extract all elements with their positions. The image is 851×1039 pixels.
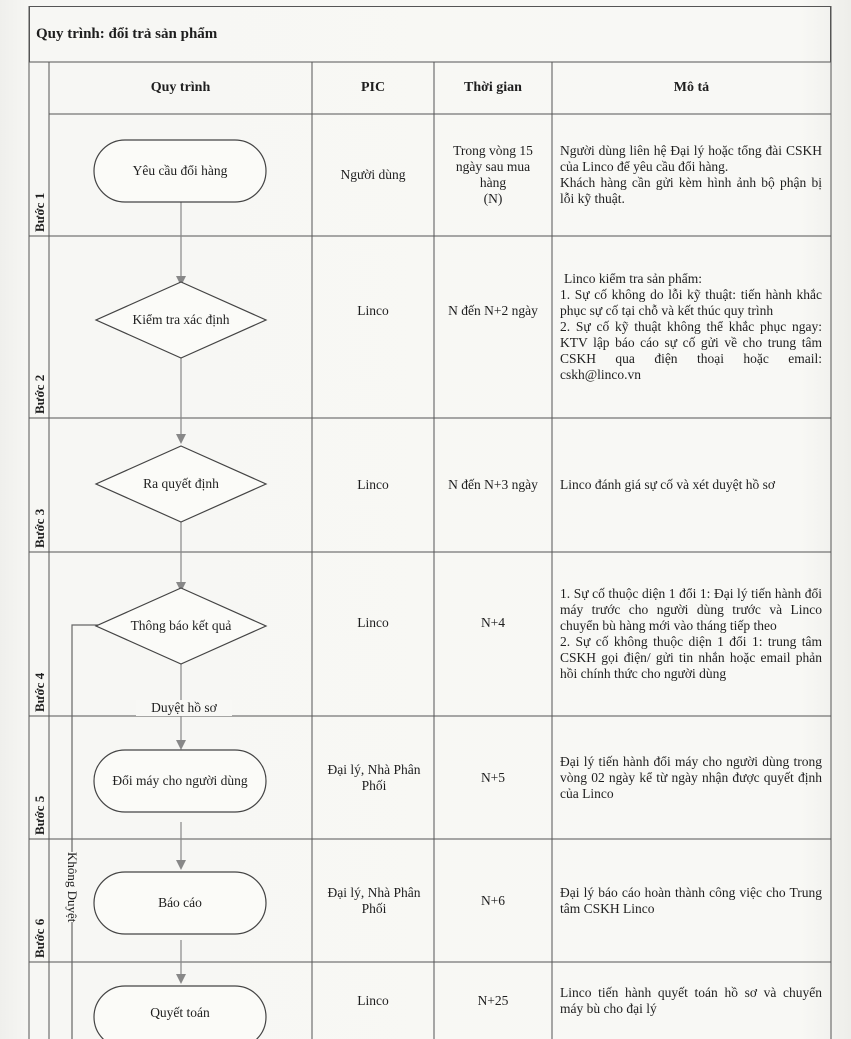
description-cell (560, 114, 822, 236)
pic-cell: Người dùng (340, 167, 406, 182)
pic-cell: Đại lý, Nhà Phân Phối (327, 761, 421, 793)
description-line: Khách hàng cần gửi kèm hình ảnh bộ phận bị lỗi kỹ thuật. (560, 175, 822, 206)
shape-label: Yêu cầu đổi hàng (132, 163, 228, 178)
description-line: 1. Sự cố thuộc diện 1 đổi 1: Đại lý tiến hành đổi máy trước cho người dùng trước và Linco chuyển bù hàng mới vào tháng tiếp theo (560, 586, 822, 633)
description-line: 2. Sự cố kỹ thuật không thể khắc phục ngay: KTV lập báo cáo sự cố gửi về cho trung tâm CSKH qua điện thoại hoặc email: cskh@linco.vn (560, 319, 822, 382)
shape-label: Đổi máy cho người dùng (112, 773, 248, 788)
time-line: (N) (483, 191, 503, 206)
description-line: 2. Sự cố không thuộc diện 1 đổi 1: trung tâm CSKH gọi điện/ gửi tin nhắn hoặc email phản hồi chính thức cho người dùng (560, 634, 822, 681)
description-cell (560, 839, 822, 962)
time-cell: N+6 (480, 892, 506, 908)
description-line: Đại lý báo cáo hoàn thành công việc cho Trung tâm CSKH Linco (560, 884, 822, 916)
description-cell (560, 716, 822, 839)
description-cell (560, 418, 822, 552)
pic-cell: Linco (357, 303, 389, 318)
time-cell: N đến N+2 ngày (448, 303, 538, 318)
step-label: Bước 4 (32, 672, 47, 712)
description-cell (560, 962, 822, 1039)
shape-label: Quyết toán (150, 1004, 210, 1020)
description-line: Linco kiểm tra sản phẩm: (564, 271, 702, 286)
pic-cell: Linco (357, 615, 389, 630)
rejected-flow-label: Không Duyệt (65, 852, 80, 923)
shape-label: Ra quyết định (143, 476, 219, 491)
time-line: hàng (479, 175, 507, 190)
document-title: Quy trình: đổi trả sản phẩm (29, 6, 831, 62)
step-label: Bước 2 (32, 374, 47, 414)
shape-label: Báo cáo (158, 895, 202, 910)
header-description: Mô tả (673, 80, 710, 95)
time-cell: N+4 (480, 615, 506, 630)
time-cell: N+5 (480, 769, 506, 785)
header-time: Thời gian (464, 80, 522, 95)
approved-flow-label: Duyệt hồ sơ (136, 700, 232, 716)
time-cell (434, 114, 552, 236)
description-line: 1. Sự cố không do lỗi kỹ thuật: tiến hành khắc phục sự cố tại chỗ và kết thúc quy trình (560, 287, 822, 318)
step-label: Bước 3 (32, 508, 47, 548)
description-line: Linco tiến hành quyết toán hồ sơ và chuyển máy bù cho đại lý (560, 984, 822, 1016)
time-line: ngày sau mua (455, 159, 531, 174)
description-line: Người dùng liên hệ Đại lý hoặc tổng đài CSKH của Linco để yêu cầu đổi hàng. (560, 143, 822, 174)
pic-cell: Đại lý, Nhà Phân Phối (327, 884, 421, 916)
header-process: Quy trình (150, 80, 211, 95)
shape-label: Kiểm tra xác định (132, 312, 230, 327)
step-label: Bước 1 (32, 192, 47, 232)
pic-cell: Linco (357, 477, 389, 492)
description-cell (560, 552, 822, 716)
header-pic: PIC (360, 80, 386, 95)
pic-cell: Linco (357, 992, 389, 1008)
shape-label: Thông báo kết quả (130, 618, 232, 633)
description-cell (560, 236, 822, 418)
step-label: Bước 5 (32, 795, 47, 835)
description-line: Đại lý tiến hành đổi máy cho người dùng trong vòng 02 ngày kể từ ngày nhận được quyết định của Linco (560, 753, 822, 801)
description-line: Linco đánh giá sự cố và xét duyệt hồ sơ (560, 477, 776, 492)
time-line: Trong vòng 15 (453, 143, 533, 158)
time-cell: N đến N+3 ngày (448, 477, 538, 492)
time-cell: N+25 (477, 992, 509, 1008)
step-label: Bước 6 (32, 918, 47, 958)
